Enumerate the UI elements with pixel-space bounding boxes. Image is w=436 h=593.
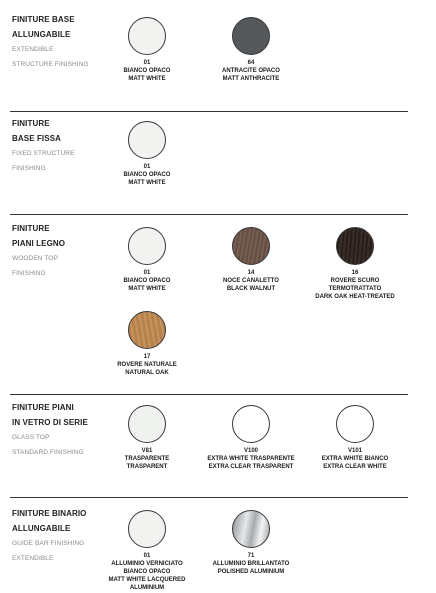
section-subtitle: EXTENDIBLE bbox=[12, 46, 54, 53]
finish-swatch bbox=[87, 121, 207, 187]
finish-code: 01 bbox=[143, 553, 151, 559]
finish-code: 64 bbox=[247, 60, 255, 66]
finish-swatch bbox=[87, 227, 207, 293]
section-subtitle: GUIDE BAR FINISHING bbox=[12, 540, 85, 547]
finish-swatch bbox=[191, 17, 311, 83]
finish-name: MATT WHITE bbox=[128, 180, 166, 186]
finish-swatch bbox=[87, 405, 207, 471]
section-subtitle: STRUCTURE FINISHING bbox=[12, 61, 89, 68]
section-title: IN VETRO DI SERIE bbox=[12, 418, 88, 427]
finish-swatch bbox=[87, 17, 207, 83]
finish-name: BLACK WALNUT bbox=[226, 286, 276, 292]
section-subtitle: GLASS TOP bbox=[12, 434, 50, 441]
color-circle bbox=[128, 311, 166, 349]
section-divider bbox=[10, 214, 408, 215]
finish-name: ROVERE NATURALE bbox=[117, 362, 177, 368]
color-circle bbox=[232, 17, 270, 55]
finish-code: V100 bbox=[243, 448, 258, 454]
section-subtitle: FINISHING bbox=[12, 165, 46, 172]
color-circle bbox=[336, 227, 374, 265]
finish-name: TRASPARENTE bbox=[124, 456, 170, 462]
section-divider bbox=[10, 111, 408, 112]
finish-name: BIANCO OPACO bbox=[123, 68, 171, 74]
section-subtitle: STANDARD FINISHING bbox=[12, 449, 84, 456]
finish-code: 71 bbox=[247, 553, 255, 559]
finish-name: EXTRA CLEAR WHITE bbox=[323, 464, 387, 470]
color-circle bbox=[128, 17, 166, 55]
finish-name: DARK OAK HEAT-TREATED bbox=[315, 294, 395, 300]
section-subtitle: FIXED STRUCTURE bbox=[12, 150, 75, 157]
finish-name: ALLUMINIO VERNICIATO bbox=[111, 561, 183, 567]
finish-name: ANTRACITE OPACO bbox=[222, 68, 280, 74]
finish-name: BIANCO OPACO bbox=[123, 278, 171, 284]
section-title: ALLUNGABILE bbox=[12, 524, 71, 533]
color-circle bbox=[232, 510, 270, 548]
finish-name: TRASPARENT bbox=[126, 464, 168, 470]
finish-swatch bbox=[87, 311, 207, 377]
section-title: ALLUNGABILE bbox=[12, 30, 71, 39]
section-divider bbox=[10, 497, 408, 498]
color-circle bbox=[128, 510, 166, 548]
section-subtitle: WOODEN TOP bbox=[12, 255, 58, 262]
finish-name: TERMOTRATTATO bbox=[328, 286, 382, 292]
finish-swatch bbox=[191, 227, 311, 293]
finish-code: V81 bbox=[141, 448, 153, 454]
color-circle bbox=[232, 405, 270, 443]
finish-name: EXTRA WHITE BIANCO bbox=[321, 456, 389, 462]
finish-name: ALUMINIUM bbox=[129, 585, 165, 591]
section-divider bbox=[10, 394, 408, 395]
section-subtitle: EXTENDIBLE bbox=[12, 555, 54, 562]
color-circle bbox=[128, 227, 166, 265]
section-title: FINITURE bbox=[12, 119, 50, 128]
finish-name: MATT ANTHRACITE bbox=[222, 76, 280, 82]
section-subtitle: FINISHING bbox=[12, 270, 46, 277]
section-title: FINITURE BINARIO bbox=[12, 509, 87, 518]
finish-name: MATT WHITE bbox=[128, 286, 166, 292]
finish-code: 01 bbox=[143, 270, 151, 276]
finish-swatch bbox=[191, 510, 311, 576]
finish-name: POLISHED ALUMINIUM bbox=[217, 569, 285, 575]
finish-name: ROVERE SCURO bbox=[330, 278, 380, 284]
finish-name: NOCE CANALETTO bbox=[223, 278, 279, 284]
color-circle bbox=[128, 121, 166, 159]
finish-name: NATURAL OAK bbox=[125, 370, 169, 376]
finish-swatch bbox=[87, 510, 207, 592]
finish-code: 16 bbox=[351, 270, 359, 276]
finish-code: 01 bbox=[143, 164, 151, 170]
finish-name: BIANCO OPACO bbox=[123, 172, 171, 178]
finish-swatch bbox=[295, 405, 415, 471]
finish-code: V101 bbox=[347, 448, 362, 454]
finish-name: BIANCO OPACO bbox=[123, 569, 171, 575]
finish-code: 14 bbox=[247, 270, 255, 276]
section-title: FINITURE PIANI bbox=[12, 403, 74, 412]
finish-name: EXTRA CLEAR TRASPARENT bbox=[208, 464, 294, 470]
finish-swatch bbox=[295, 227, 415, 301]
color-circle bbox=[128, 405, 166, 443]
finish-name: MATT WHITE bbox=[128, 76, 166, 82]
finish-name: MATT WHITE LACQUERED bbox=[108, 577, 186, 583]
section-title: FINITURE BASE bbox=[12, 15, 75, 24]
color-circle bbox=[232, 227, 270, 265]
color-circle bbox=[336, 405, 374, 443]
finish-name: EXTRA WHITE TRASPARENTE bbox=[207, 456, 295, 462]
finish-name: ALLUMINIO BRILLANTATO bbox=[212, 561, 290, 567]
finish-code: 17 bbox=[143, 354, 151, 360]
finish-code: 01 bbox=[143, 60, 151, 66]
section-title: PIANI LEGNO bbox=[12, 239, 66, 248]
section-title: BASE FISSA bbox=[12, 134, 62, 143]
finish-swatch bbox=[191, 405, 311, 471]
section-title: FINITURE bbox=[12, 224, 50, 233]
